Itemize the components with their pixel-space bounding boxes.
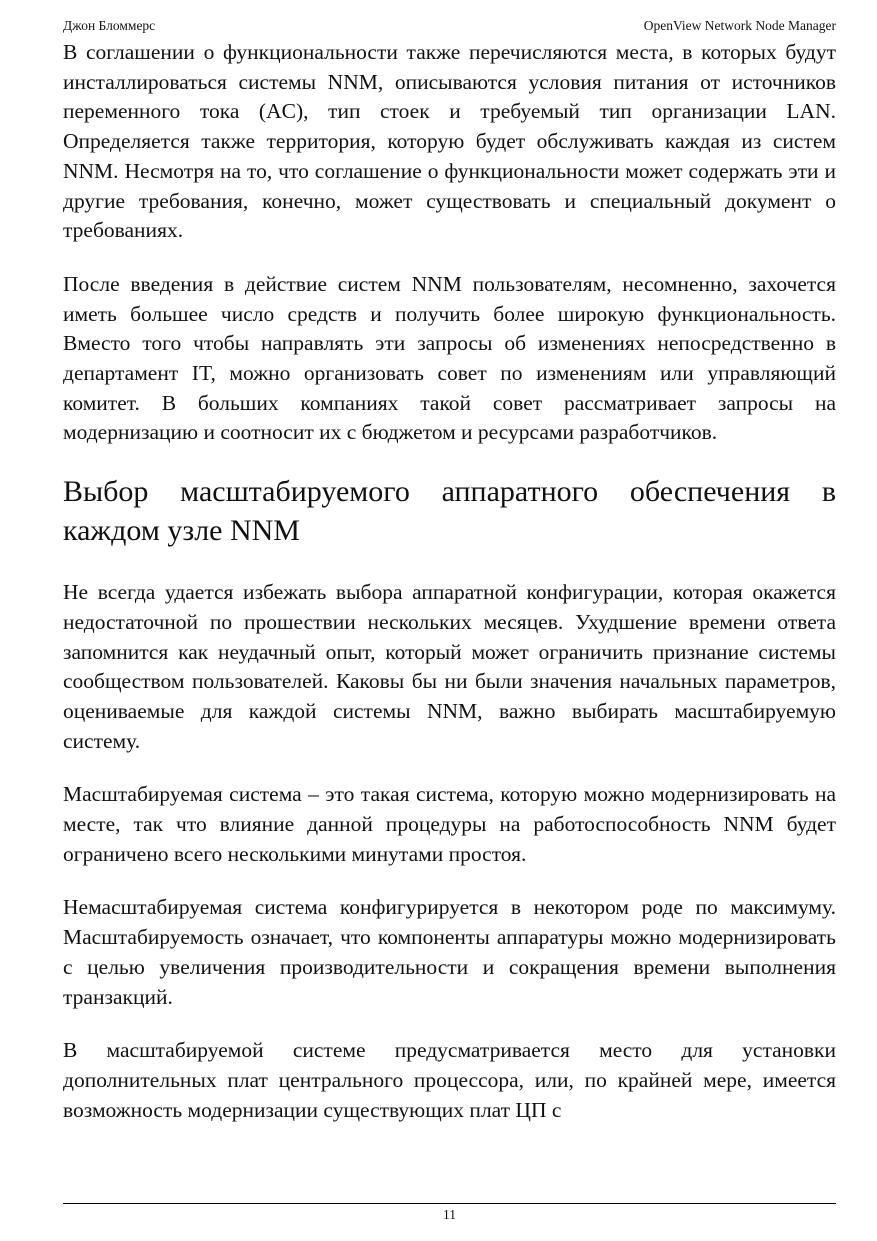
- page-body: [63, 38, 836, 1126]
- paragraph-non-scalable: Немасштабируемая система конфигурируется в некотором роде по максимуму. Масштабируемость означает, что компоненты аппаратуры можно модернизировать с целью увеличения производительности и сокращения времени выполнения транзакций.: [63, 895, 836, 1009]
- paragraph-change-board: После введения в действие систем NNM пользователям, несомненно, захочется иметь большее число средств и получить более широкую функциональность. Вместо того чтобы направлять эти запросы об изменениях непосредственно в департамент IT, можно организовать совет по изменениям или управляющий комитет. В больших компаниях такой совет рассматривает запросы на модернизацию и соотносит их с бюджетом и ресурсами разработчиков.: [63, 271, 836, 445]
- footer-divider: [63, 1203, 836, 1204]
- page-number: 11: [443, 1207, 456, 1222]
- paragraph-functionality-agreement: В соглашении о функциональности также перечисляются места, в которых будут инсталлироваться системы NNM, описываются условия питания от источников переменного тока (AC), тип стоек и требуемый тип организации LAN. Определяется также территория, которую будет обслуживать каждая из систем NNM. Несмотря на то, что соглашение о функциональности может содержать эти и другие требования, конечно, может существовать и специальный документ о требованиях.: [63, 40, 836, 243]
- paragraph-hardware-choice: Не всегда удается избежать выбора аппаратной конфигурации, которая окажется недостаточной по прошествии нескольких месяцев. Ухудшение времени ответа запомнится как неудачный опыт, который может ограничить признание системы сообществом пользователей. Каковы бы ни были значения начальных параметров, оцениваемые для каждой системы NNM, важно выбирать масштабируемую систему.: [63, 580, 836, 753]
- header-author: Джон Бломмерс: [63, 18, 156, 33]
- header-book-title: OpenView Network Node Manager: [643, 18, 836, 33]
- paragraph-cpu-slots: В масштабируемой системе предусматривается место для установки дополнительных плат центрального процессора, или, по крайней мере, имеется возможность модернизации существующих плат ЦП с: [63, 1038, 836, 1122]
- paragraph-scalable-definition: Масштабируемая система – это такая система, которую можно модернизировать на месте, так что влияние данной процедуры на работоспособность NNM будет ограничено всего несколькими минутами простоя.: [63, 782, 836, 866]
- section-heading: Выбор масштабируемого аппаратного обеспечения в каждом узле NNM: [63, 475, 836, 548]
- page-header: [63, 16, 836, 36]
